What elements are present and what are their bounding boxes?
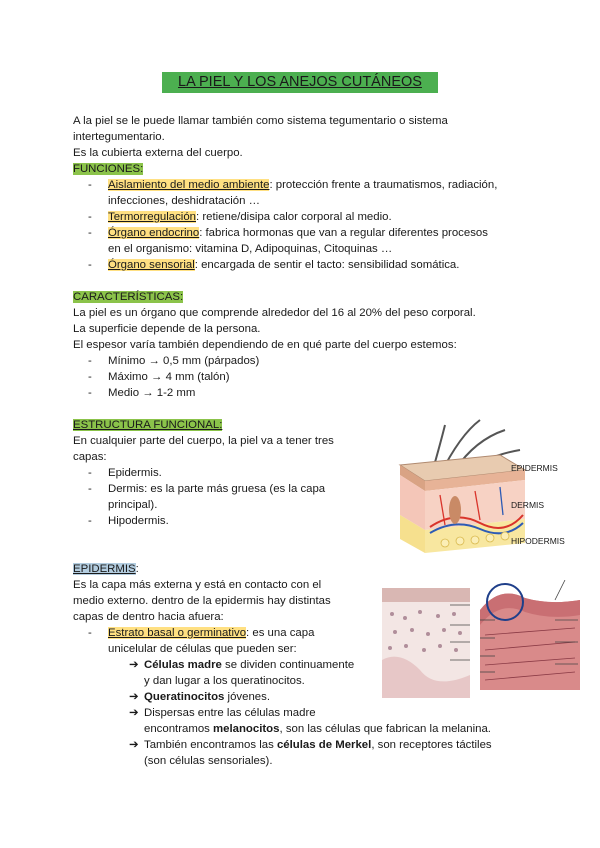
capa-item: Dermis: es la parte más gruesa (es la capa (108, 483, 326, 495)
section-heading-epidermis: EPIDERMIS: (73, 563, 139, 575)
epidermis-line-2: medio externo. dentro de la epidermis hay distintas (73, 595, 331, 607)
bullet-dash: - (88, 211, 92, 223)
bullet-dash: - (88, 259, 92, 271)
figure-label-dermis: DERMIS (511, 500, 545, 510)
estructura-line-1: En cualquier parte del cuerpo, la piel va a tener tres (73, 435, 334, 447)
cell-type-item-cont: encontramos melanocitos, son las células que fabrican la melanina. (144, 723, 491, 735)
cell-type-item-cont: y dan lugar a los queratinocitos. (144, 675, 305, 687)
espesor-item: Máximo → 4 mm (talón) (108, 371, 230, 383)
intro-line-1: A la piel se le puede llamar también como sistema tegumentario o sistema (73, 115, 448, 127)
funcion-item: Aislamiento del medio ambiente: protección frente a traumatismos, radiación, (108, 179, 498, 191)
epidermis-line-3: capas de dentro hacia afuera: (73, 611, 224, 623)
cell-type-item: Dispersas entre las células madre (144, 707, 316, 719)
arrow-bullet-icon: ➔ (129, 691, 139, 703)
section-heading-funciones: FUNCIONES: (73, 163, 144, 175)
funcion-item-cont: en el organismo: vitamina D, Adipoquinas, Citoquinas … (108, 243, 393, 255)
arrow-bullet-icon: ➔ (129, 707, 139, 719)
cell-type-item: Queratinocitos jóvenes. (144, 691, 270, 703)
bullet-dash: - (88, 515, 92, 527)
epidermis-micrograph-illustration (380, 580, 585, 700)
figure-label-epidermis: EPIDERMIS (511, 463, 558, 473)
bullet-dash: - (88, 227, 92, 239)
funcion-item: Termorregulación: retiene/disipa calor corporal al medio. (108, 211, 392, 223)
bullet-dash: - (88, 483, 92, 495)
caracteristicas-line-3: El espesor varía también dependiendo de en qué parte del cuerpo estemos: (73, 339, 457, 351)
bullet-dash: - (88, 387, 92, 399)
section-heading-estructura: ESTRUCTURA FUNCIONAL: (73, 419, 223, 431)
espesor-item: Mínimo → 0,5 mm (párpados) (108, 355, 260, 367)
estructura-line-2: capas: (73, 451, 107, 463)
funcion-item: Órgano endocrino: fabrica hormonas que van a regular diferentes procesos (108, 227, 488, 239)
bullet-dash: - (88, 355, 92, 367)
cell-type-item: También encontramos las células de Merkel, son receptores táctiles (144, 739, 492, 751)
funcion-item-cont: infecciones, deshidratación … (108, 195, 260, 207)
espesor-item: Medio → 1-2 mm (108, 387, 196, 399)
bullet-dash: - (88, 179, 92, 191)
intro-line-3: Es la cubierta externa del cuerpo. (73, 147, 243, 159)
epidermis-line-1: Es la capa más externa y está en contacto con el (73, 579, 322, 591)
caracteristicas-line-1: La piel es un órgano que comprende alrededor del 16 al 20% del peso corporal. (73, 307, 476, 319)
arrow-bullet-icon: ➔ (129, 739, 139, 751)
intro-line-2: intertegumentario. (73, 131, 165, 143)
bullet-dash: - (88, 371, 92, 383)
estrato-basal-item-cont: unicelular de células que pueden ser: (108, 643, 297, 655)
caracteristicas-line-2: La superficie depende de la persona. (73, 323, 261, 335)
section-heading-caracteristicas: CARACTERÍSTICAS: (73, 291, 184, 303)
capa-item: Epidermis. (108, 467, 162, 479)
bullet-dash: - (88, 467, 92, 479)
capa-item: Hipodermis. (108, 515, 169, 527)
capa-item-cont: principal). (108, 499, 158, 511)
arrow-bullet-icon: ➔ (129, 659, 139, 671)
page-title: LA PIEL Y LOS ANEJOS CUTÁNEOS (162, 72, 438, 93)
cell-type-item: Células madre se dividen continuamente (144, 659, 355, 671)
figure-label-hipodermis: HIPODERMIS (511, 536, 565, 546)
bullet-dash: - (88, 627, 92, 639)
funcion-item: Órgano sensorial: encargada de sentir el tacto: sensibilidad somática. (108, 259, 460, 271)
cell-type-item-cont: (son células sensoriales). (144, 755, 273, 767)
estrato-basal-item: Estrato basal o germinativo: es una capa (108, 627, 315, 639)
